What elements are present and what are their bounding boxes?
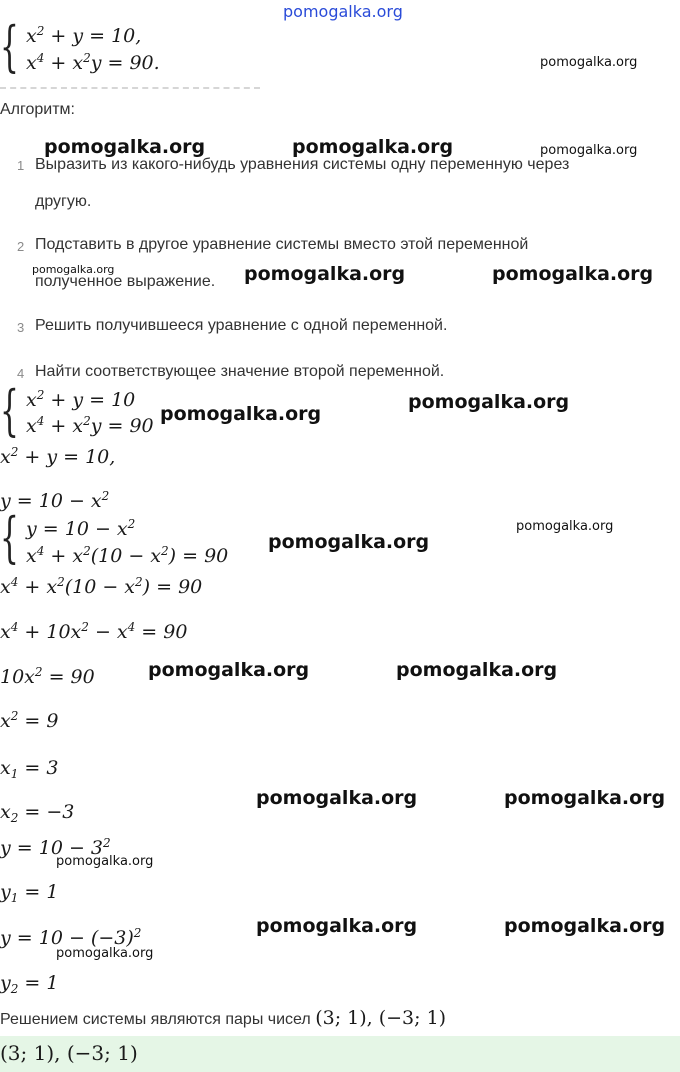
step-number: 2 <box>17 239 25 254</box>
watermark: pomogalka.org <box>32 263 115 276</box>
conclusion <box>0 1007 446 1029</box>
watermark: pomogalka.org <box>292 136 454 158</box>
equation-line: $x^2 + y = 10$, <box>0 445 116 468</box>
equation-line: $y_2 = 1$ <box>0 972 59 996</box>
conclusion-pairs: (3; 1), (−3; 1) <box>315 1007 447 1029</box>
watermark: pomogalka.org <box>148 659 310 681</box>
step-text: Найти соответствующее значение второй переменной. <box>35 363 445 380</box>
equation-line: $y = 10 - x^2$ <box>0 489 110 512</box>
equation-line: $x^4 + 10x^2 - x^4 = 90$ <box>0 620 188 643</box>
step-number: 4 <box>17 366 25 381</box>
system3-eq2: $x^4 + x^2(10 - x^2) = 90$ <box>26 544 229 567</box>
watermark: pomogalka.org <box>492 263 654 285</box>
system2-eq2: $x^4 + x^2y = 90$ <box>26 414 154 437</box>
watermark: pomogalka.org <box>516 519 614 534</box>
watermark: pomogalka.org <box>256 915 418 937</box>
step-text: полученное выражение. <box>35 273 216 290</box>
watermark: pomogalka.org <box>244 263 406 285</box>
equation-line: $x_2 = -3$ <box>0 801 75 825</box>
system-brace: { <box>0 379 19 442</box>
watermark: pomogalka.org <box>396 659 558 681</box>
watermark: pomogalka.org <box>408 391 570 413</box>
system3-eq1: $y = 10 - x^2$ <box>26 517 136 540</box>
watermark-top: pomogalka.org <box>283 2 403 21</box>
answer-text: (3; 1), (−3; 1) <box>0 1041 138 1065</box>
step-text: другую. <box>35 193 92 210</box>
step-text: Решить получившееся уравнение с одной переменной. <box>35 317 448 334</box>
equation-line: $x^4 + x^2(10 - x^2) = 90$ <box>0 575 203 598</box>
equation-line: $x_1 = 3$ <box>0 757 59 781</box>
algorithm-heading: Алгоритм: <box>0 101 75 118</box>
watermark: pomogalka.org <box>268 531 430 553</box>
step-text: Подставить в другое уравнение системы вместо этой переменной <box>35 236 529 253</box>
system-brace: { <box>0 15 19 78</box>
watermark: pomogalka.org <box>504 787 666 809</box>
watermark: pomogalka.org <box>256 787 418 809</box>
step-number: 1 <box>17 158 25 173</box>
watermark: pomogalka.org <box>56 946 154 961</box>
equation-line: $10x^2 = 90$ <box>0 665 95 688</box>
watermark: pomogalka.org <box>56 854 154 869</box>
step-number: 3 <box>17 320 25 335</box>
equation-line: $y = 10 - (-3)^2$ <box>0 926 142 949</box>
watermark: pomogalka.org <box>160 403 322 425</box>
system1-eq1: $x^2 + y = 10$, <box>26 24 142 47</box>
divider <box>0 87 260 93</box>
step-text: Выразить из какого-нибудь уравнения системы одну переменную через <box>35 156 570 173</box>
equation-line: $y = 10 - 3^2$ <box>0 836 111 859</box>
system-brace: { <box>0 506 19 569</box>
system2-eq1: $x^2 + y = 10$ <box>26 388 136 411</box>
watermark: pomogalka.org <box>540 55 638 70</box>
watermark: pomogalka.org <box>504 915 666 937</box>
conclusion-text: Решением системы являются пары чисел <box>0 1011 316 1028</box>
system1-eq2: $x^4 + x^2y = 90$. <box>26 51 160 74</box>
watermark: pomogalka.org <box>44 136 206 158</box>
equation-line: $x^2 = 9$ <box>0 709 59 732</box>
equation-line: $y_1 = 1$ <box>0 881 59 905</box>
watermark: pomogalka.org <box>540 143 638 158</box>
